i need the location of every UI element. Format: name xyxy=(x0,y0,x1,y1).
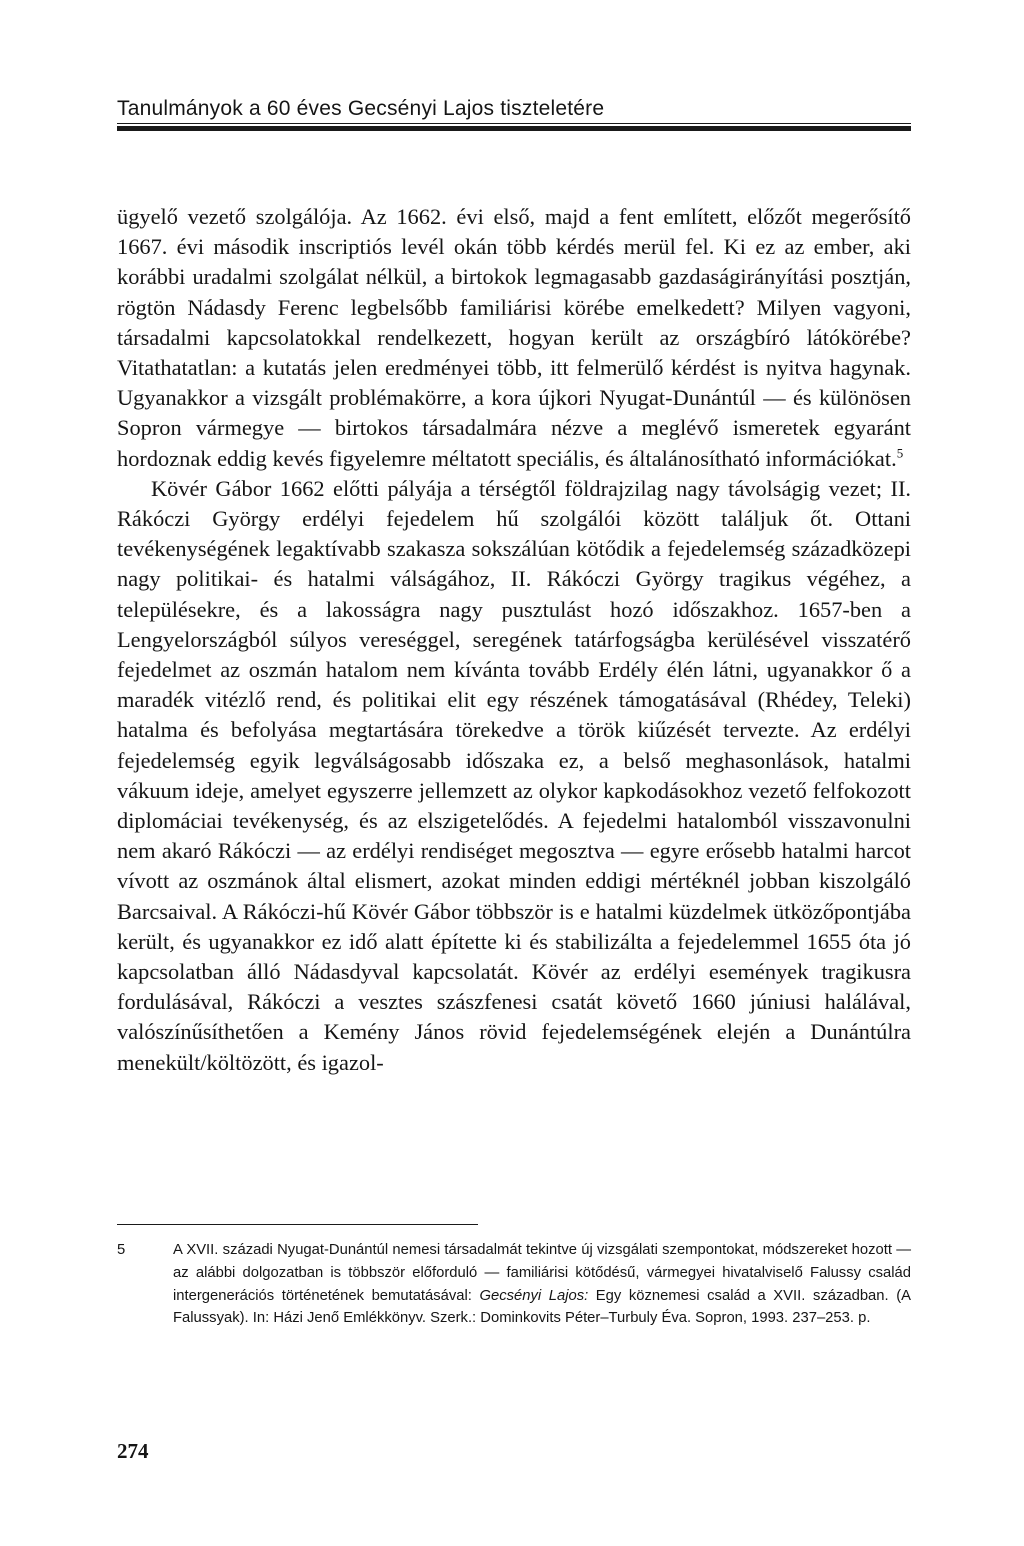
footnote xyxy=(117,1239,911,1330)
header-rule-thick xyxy=(117,126,911,131)
footnote-reference: 5 xyxy=(896,445,904,461)
footnote-author: Gecsényi Lajos: xyxy=(479,1287,589,1304)
running-title: Tanulmányok a 60 éves Gecsényi Lajos tiszteletére xyxy=(117,97,605,120)
footnote-separator xyxy=(117,1224,478,1225)
paragraph-text: Kövér Gábor 1662 előtti pályája a térségtől földrajzilag nagy távolságig vezet; II. Rákóczi György erdélyi fejedelem hű szolgálói között találjuk őt. Ottani tevékenységének legaktívabb szakasza sokszálúan kötődik a fejedelemség századközepi nagy politikai- és hatalmi válságához, II. Rákóczi György tragikus végéhez, a településekre, és a lakosságra nagy pusztulást hozó időszakhoz. 1657-ben a Lengyelországból súlyos vereséggel, seregének tatárfogságba kerülésével visszatérő fejedelmet az oszmán hatalom nem kívánta tovább Erdély élén látni, ugyanakkor ő a maradék vitézlő rend, és politikai elit egy részének támogatásával (Rhédey, Teleki) hatalma és befolyása megtartására törekedve a török kiűzését tervezte. Az erdélyi fejedelemség egyik legválságosabb időszaka ez, a belső meghasonlások, hatalmi vákuum ideje, amelyet egyszerre jellemzett az olykor kapkodásokhoz vezető felfokozott diplomáciai tevékenység, és az elszigetelődés. A fejedelmi hatalomból visszavonulni nem akaró Rákóczi — az erdélyi rendiséget megosztva — egyre erősebb hatalmi harcot vívott az oszmánok által elismert, azokat minden eddigi mértéknél jobban kiszolgáló Barcsaival. A Rákóczi-hű Kövér Gábor többször is e hatalmi küzdelmek ütközőpontjába került, és ugyanakkor ez idő alatt építette ki és stabilizálta a fejedelemmel 1655 óta jó kapcsolatban álló Nádasdyval kapcsolatát. Kövér az erdélyi események tragikusra fordulásával, Rákóczi a vesztes szászfenesi csatát követő 1660 júniusi halálával, valószínűsíthetően a Kemény János rövid fejedelemségének elején a Dunántúlra menekült/költözött, és igazol- xyxy=(117,475,911,1075)
footnote-number: 5 xyxy=(117,1242,126,1258)
paragraph-text: ügyelő vezető szolgálója. Az 1662. évi első, majd a fent említett, előzőt megerősítő 1667. évi második inscriptiós levél okán több kérdés merül fel. Ki ez az ember, aki korábbi uradalmi szolgálat nélkül, a birtokok legmagasabb gazdaságirányítási posztján, rögtön Nádasdy Ferenc legbelsőbb familiárisi körébe emelkedett? Milyen vagyoni, társadalmi kapcsolatokkal rendelkezett, hogyan került az országbíró látókörébe? Vitathatatlan: a kutatás jelen eredményei több, itt felmerülő kérdést is nyitva hagynak. Ugyanakkor a vizsgált problémakörre, a kora újkori Nyugat-Dunántúl — és különösen Sopron vármegye — birtokos társadalmára nézve a meglévő ismeretek egyaránt hordoznak eddig kevés figyelemre méltatott speciális, és általánosítható információkat. xyxy=(117,204,911,471)
paragraph xyxy=(117,474,911,1078)
main-text xyxy=(117,202,911,1078)
paragraph xyxy=(117,202,911,474)
running-header xyxy=(117,96,911,131)
footnote-text-part: A XVII. századi Nyugat-Dunántúl nemesi társadalmát tekintve új vizsgálati szempontokat, módszereket hozott — az alábbi dolgozatban is többször előforduló — familiárisi kötődésű, vármegyei hivatalviselő Falussy család intergenerációs történetének bemutatásával: xyxy=(173,1242,911,1304)
header-rule-thin xyxy=(117,123,911,124)
page-number: 274 xyxy=(117,1439,149,1463)
footnote-text xyxy=(173,1239,911,1330)
footnote-text-part: Egy köznemesi család a XVII. században. (A Falussyak). In: Házi Jenő Emlékkönyv. Szerk.: Dominkovits Péter–Turbuly Éva. Sopron, 1993. 237–253. p. xyxy=(173,1287,911,1327)
